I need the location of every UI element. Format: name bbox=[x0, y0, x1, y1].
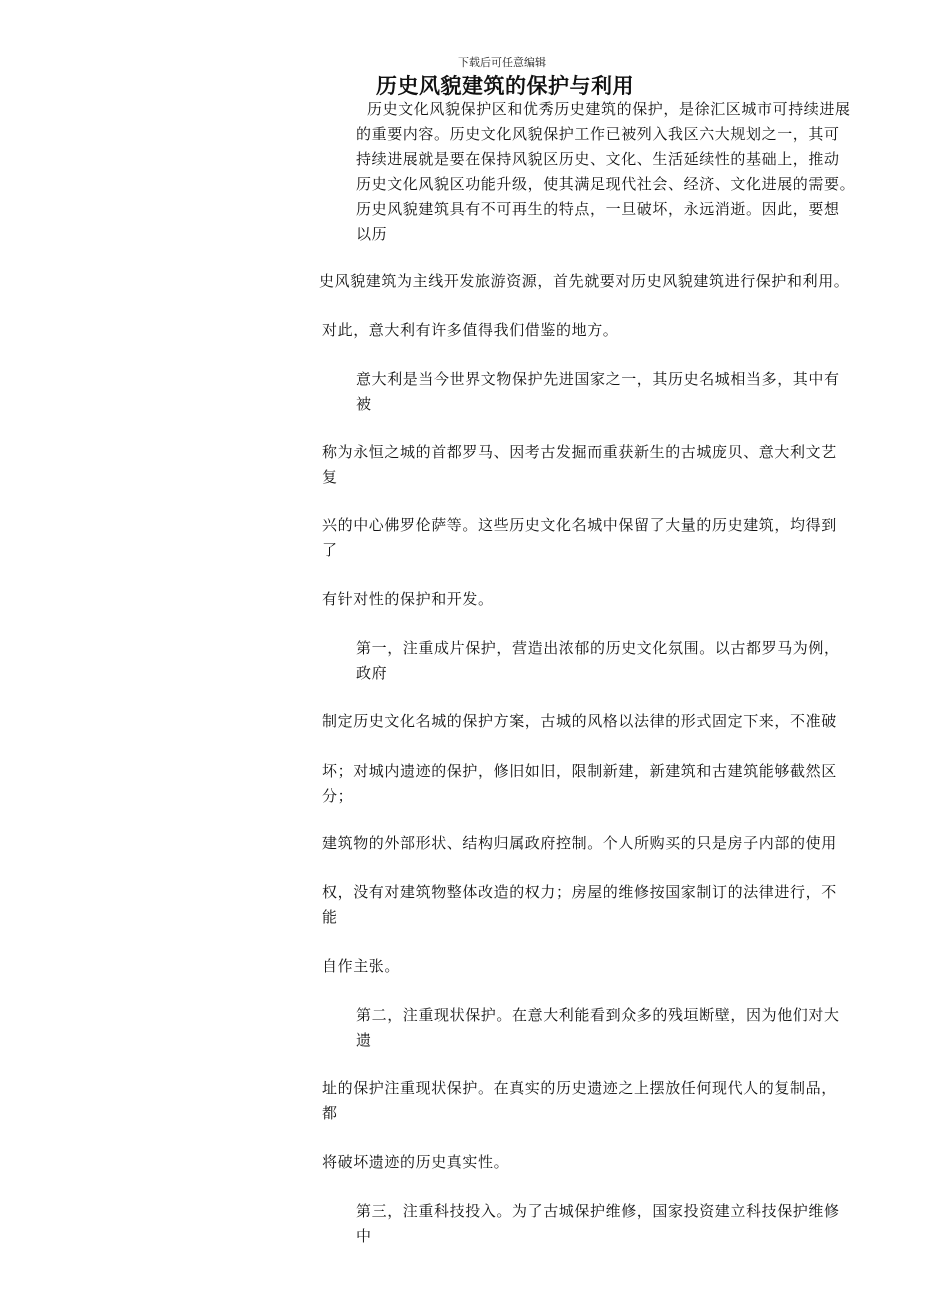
body-line: 兴的中心佛罗伦萨等。这些历史文化名城中保留了大量的历史建筑，均得到 bbox=[322, 516, 837, 534]
body-line: 坏；对城内遗迹的保护，修旧如旧，限制新建，新建筑和古建筑能够截然区 bbox=[322, 762, 837, 780]
body-line: 持续进展就是要在保持风貌区历史、文化、生活延续性的基础上，推动 bbox=[356, 150, 840, 168]
body-line: 史风貌建筑为主线开发旅游资源，首先就要对历史风貌建筑进行保护和利用。 bbox=[319, 272, 850, 290]
body-line: 第一，注重成片保护，营造出浓郁的历史文化氛围。以古都罗马为例， bbox=[356, 639, 840, 657]
body-line: 都 bbox=[322, 1104, 338, 1122]
body-line: 政府 bbox=[356, 664, 388, 682]
body-line: 有针对性的保护和开发。 bbox=[322, 590, 494, 608]
body-line: 第二，注重现状保护。在意大利能看到众多的残垣断壁，因为他们对大 bbox=[356, 1006, 840, 1024]
body-line: 历史文化风貌区功能升级，使其满足现代社会、经济、文化进展的需要。 bbox=[356, 175, 856, 193]
body-line: 被 bbox=[356, 395, 372, 413]
body-line: 了 bbox=[322, 541, 338, 559]
body-line: 分； bbox=[322, 787, 354, 805]
body-line: 的重要内容。历史文化风貌保护工作已被列入我区六大规划之一，其可 bbox=[356, 125, 840, 143]
header-note: 下载后可任意编辑 bbox=[458, 56, 546, 69]
body-line: 遗 bbox=[356, 1031, 372, 1049]
body-line: 称为永恒之城的首都罗马、因考古发掘而重获新生的古城庞贝、意大利文艺 bbox=[322, 443, 837, 461]
body-line: 意大利是当今世界文物保护先进国家之一，其历史名城相当多，其中有 bbox=[356, 370, 840, 388]
body-line: 历史文化风貌保护区和优秀历史建筑的保护，是徐汇区城市可持续进展 bbox=[367, 100, 851, 118]
body-line: 权，没有对建筑物整体改造的权力；房屋的维修按国家制订的法律进行，不 bbox=[322, 883, 837, 901]
body-line: 以历 bbox=[356, 225, 388, 243]
body-line: 历史风貌建筑具有不可再生的特点，一旦破坏，永远消逝。因此，要想 bbox=[356, 200, 840, 218]
body-line: 对此，意大利有许多值得我们借鉴的地方。 bbox=[322, 321, 619, 339]
body-line: 第三，注重科技投入。为了古城保护维修，国家投资建立科技保护维修 bbox=[356, 1202, 840, 1220]
document-title: 历史风貌建筑的保护与利用 bbox=[376, 73, 634, 98]
body-line: 制定历史文化名城的保护方案，古城的风格以法律的形式固定下来，不准破 bbox=[322, 712, 837, 730]
body-line: 复 bbox=[322, 468, 338, 486]
body-line: 址的保护注重现状保护。在真实的历史遗迹之上摆放任何现代人的复制品， bbox=[322, 1079, 837, 1097]
body-line: 自作主张。 bbox=[322, 957, 401, 975]
body-line: 将破坏遗迹的历史真实性。 bbox=[322, 1153, 510, 1171]
body-line: 能 bbox=[322, 908, 338, 926]
body-line: 建筑物的外部形状、结构归属政府控制。个人所购买的只是房子内部的使用 bbox=[322, 834, 837, 852]
body-line: 中 bbox=[356, 1227, 372, 1245]
